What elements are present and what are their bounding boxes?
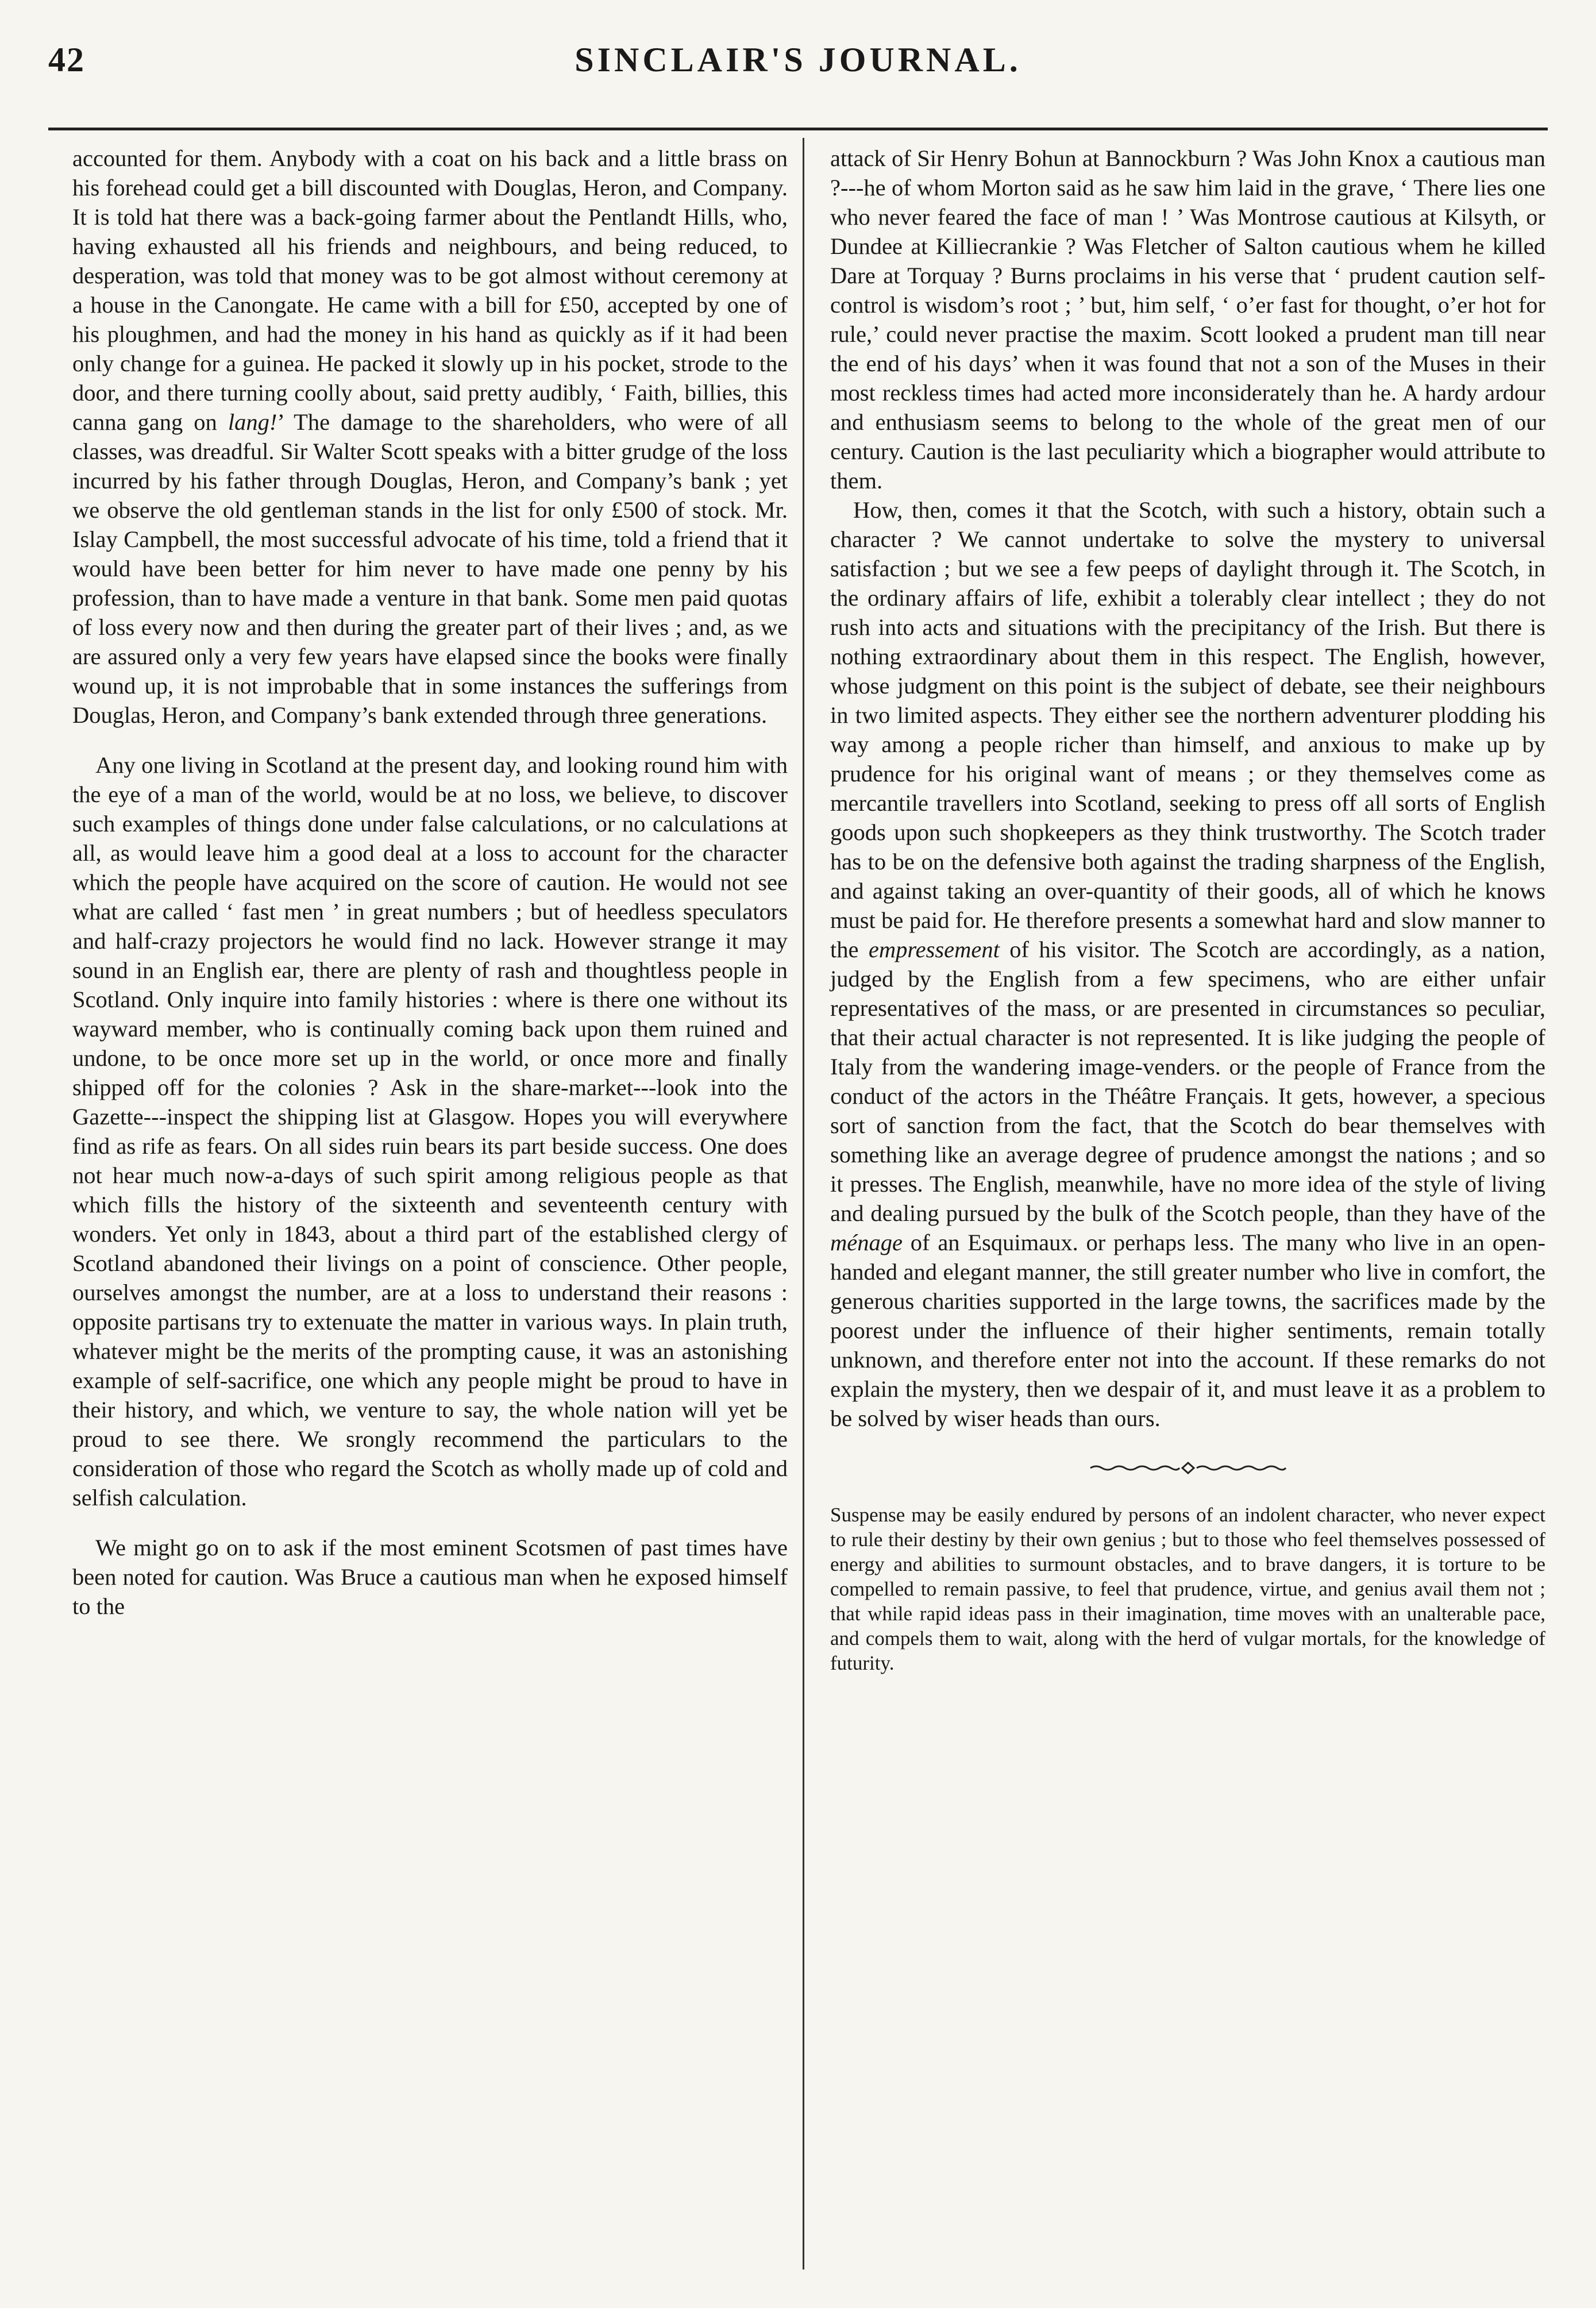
left-p1-italic: lang! — [228, 409, 277, 435]
right-column — [830, 144, 1545, 1675]
right-p2-italic-1: empressement — [868, 937, 1000, 962]
left-p1-end: ’ The damage to the shareholders, who were of all classes, was dreadful. Sir Walter Scott speaks with a bitter grudge of the loss incurred by his father through Douglas, Heron, and Company’s bank ; yet we observe the old gentleman stands in the list for only £500 of stock. Mr. Islay Campbell, the most successful advocate of his time, told a friend that it would have been better for him never to have made one penny by his profession, than to have made a venture in that bank. Some men paid quotas of loss every now and then during the greater part of their lives ; and, as we are assured only a very few years have elapsed since the books were finally wound up, it is not improbable that in some instances the sufferings from Douglas, Heron, and Company’s bank extended through three generations. — [72, 409, 788, 728]
left-paragraph-1 — [72, 144, 788, 730]
page-number: 42 — [48, 41, 85, 79]
running-title: SINCLAIR'S JOURNAL. — [575, 41, 1021, 79]
right-p2-italic-2: ménage — [830, 1230, 903, 1255]
right-p2-text-a: How, then, comes it that the Scotch, with such a history, obtain such a character ? We cannot undertake to solve the mystery to universal satisfaction ; but we see a few peeps of daylight through it. The Scotch, in the ordinary affairs of life, exhibit a tolerably clear intellect ; they do not rush into acts and situations with the precipitancy of the Irish. But there is nothing extraordinary about them in this respect. The English, however, whose judgment on this point is the subject of debate, see their neighbours in two limited aspects. They either see the northern adventurer plodding his way among a people richer than himself, and anxious to make up by prudence for his original want of means ; or they themselves come as mercantile travellers into Scotland, seeking to press off all sorts of English goods upon such shopkeepers as they think trustworthy. The Scotch trader has to be on the defensive both against the trading sharpness of the English, and against taking an over-quantity of their goods, all of which he knows must be paid for. He therefore presents a somewhat hard and slow manner to the — [830, 497, 1545, 962]
right-p2-text-c: of an Esquimaux. or perhaps less. The many who live in an open-handed and elegant manner, the still greater number who live in comfort, the generous charities supported in the large towns, the sacrifices made by the poorest under the influence of their higher sentiments, remain totally unknown, and therefore enter not into the account. If these remarks do not explain the mystery, then we despair of it, and must leave it as a problem to be solved by wiser heads than ours. — [830, 1230, 1545, 1431]
section-ornament — [830, 1452, 1545, 1482]
left-paragraph-3: We might go on to ask if the most eminent Scotsmen of past times have been noted for caution. Was Bruce a cautious man when he exposed himself to the — [72, 1535, 788, 1619]
right-paragraph-1: attack of Sir Henry Bohun at Bannockburn ? Was John Knox a cautious man ?---he of whom Morton said as he saw him laid in the grave, ‘ There lies one who never feared the face of man ! ’ Was Montrose cautious at Kilsyth, or Dundee at Killiecrankie ? Was Fletcher of Salton cautious whem he killed Dare at Torquay ? Burns proclaims in his verse that ‘ prudent caution self-control is wisdom’s root ; ’ but, him self, ‘ o’er fast for thought, o’er hot for rule,’ could never practise the maxim. Scott looked a prudent man till near the end of his days’ when it was found that not a son of the Muses in their most reckless times had acted more inconsiderately than he. A hardy ardour and enthusiasm seems to belong to the whole of the great men of our century. Caution is the last peculiarity which a biographer would attribute to them. — [830, 145, 1545, 494]
left-paragraph-2: Any one living in Scotland at the present day, and looking round him with the eye of a man of the world, would be at no loss, we believe, to discover such examples of things done under false calculations, or no calculations at all, as would leave him a good deal at a loss to account for the character which the people have acquired on the score of caution. He would not see what are called ‘ fast men ’ in great numbers ; but of heedless speculators and half-crazy projectors he would find no lack. However strange it may sound in an English ear, there are plenty of rash and thoughtless people in Scotland. Only inquire into family histories : where is there one without its wayward member, who is continually coming back upon them ruined and undone, to be once more set up in the world, or once more and finally shipped off for the colonies ? Ask in the share-market---look into the Gazette---inspect the shipping list at Glasgow. Hopes you will everywhere find as rife as fears. On all sides ruin bears its part beside success. One does not hear much now-a-days of such spirit among religious people as that which fills the history of the sixteenth and seventeenth century with wonders. Yet only in 1843, about a third part of the established clergy of Scotland abandoned their livings on a point of conscience. Other people, ourselves amongst the number, are at a loss to understand their reasons : opposite partisans try to extenuate the matter in various ways. In plain truth, whatever might be the merits of the prompting cause, it was an astonishing example of self-sacrifice, one which any people might be proud to have in their history, and which, we venture to say, the whole nation will yet be proud to see there. We srongly recommend the particulars to the consideration of those who regard the Scotch as wholly made up of cold and selfish calculation. — [72, 752, 788, 1511]
right-paragraph-2 — [830, 495, 1545, 1433]
page-header — [48, 34, 1548, 98]
ornament-rule-icon — [1085, 1461, 1292, 1475]
left-p1-text: accounted for them. Anybody with a coat on his back and a little brass on his forehead could get a bill discounted with Douglas, Heron, and Company. It is told hat there was a back-going farmer about the Pentlandt Hills, who, having exhausted all his friends and neighbours, and being reduced, to desperation, was told that money was to be got almost without ceremony at a house in the Canongate. He came with a bill for £50, accepted by one of his ploughmen, and had the money in his hand as quickly as if it had been only change for a guinea. He packed it slowly up in his pocket, strode to the door, and there turning coolly about, said pretty audibly, ‘ Faith, billies, this canna gang on — [72, 145, 788, 435]
header-rule — [48, 128, 1548, 130]
right-p2-text-b: of his visitor. The Scotch are accordingly, as a nation, judged by the English from a few specimens, who are either unfair representatives of the mass, or are presented in circumstances so peculiar, that their actual character is not represented. It is like judging the people of Italy from the wandering image-venders. or the people of France from the conduct of the actors in the Théâtre Français. It gets, however, a specious sort of sanction from the fact, that the Scotch do bear themselves with something like an average degree of prudence amongst the nations ; and so it presses. The English, meanwhile, have no more idea of the style of living and dealing pursued by the bulk of the Scotch people, than they have of the — [830, 937, 1546, 1226]
footnote-paragraph: Suspense may be easily endured by persons of an indolent character, who never expect to rule their destiny by their own genius ; but to those who feel themselves possessed of energy and abilities to surmount obstacles, and to brave dangers, it is torture to be compelled to remain passive, to feel that prudence, virtue, and genius avail them not ; that while rapid ideas pass in their imagination, time moves with an unalterable pace, and compels them to wait, along with the herd of vulgar mortals, for the knowledge of futurity. — [830, 1504, 1545, 1674]
column-divider — [803, 138, 804, 2270]
left-column — [72, 144, 788, 1621]
